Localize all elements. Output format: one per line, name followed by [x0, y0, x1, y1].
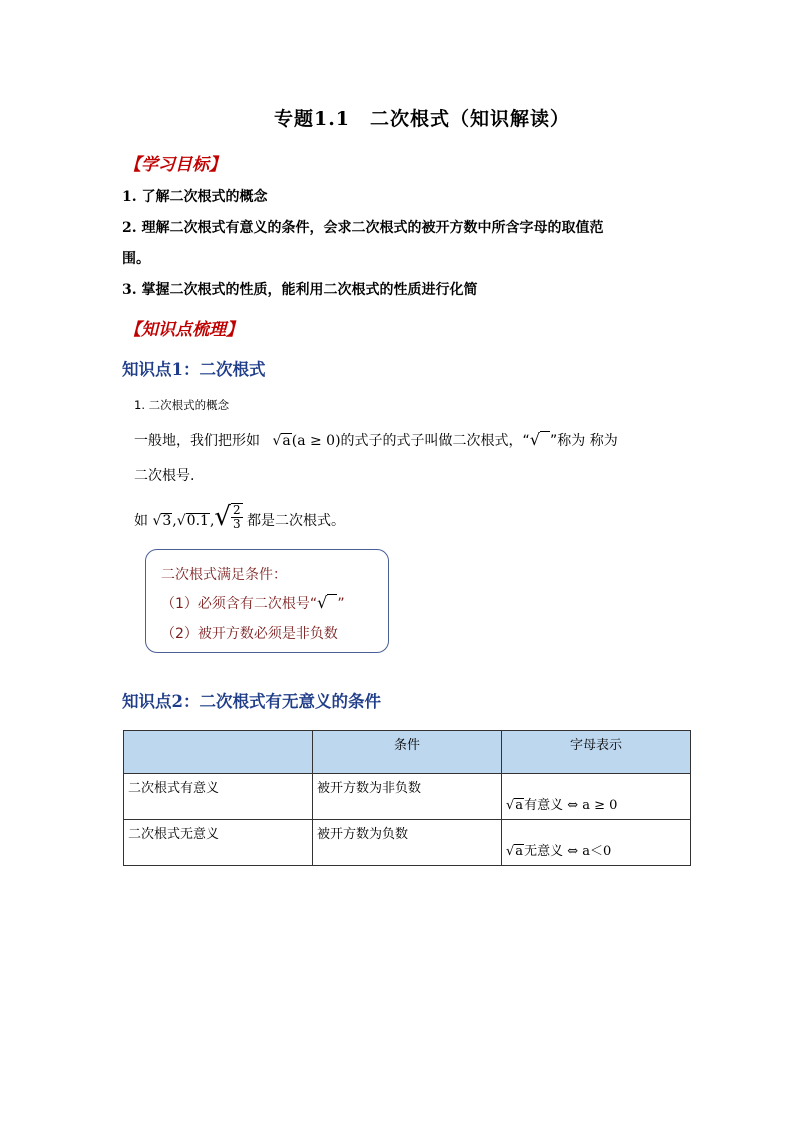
row-name: 二次根式有意义: [124, 774, 313, 820]
goal-item-1: 1. 了解二次根式的概念: [122, 189, 268, 205]
knowledge-points-tag: 【知识点梳理】: [124, 320, 243, 340]
sqrt-0-1: √0.1,: [176, 513, 215, 529]
examples-suffix: 都是二次根式。: [247, 513, 346, 529]
table-header-notation: 字母表示: [502, 731, 691, 774]
goal-item-2-continued: 围。: [122, 251, 150, 267]
knowledge-point-1-heading: 知识点1：二次根式: [122, 360, 266, 379]
sqrt-a: √a: [506, 798, 524, 813]
examples-prefix: 如: [134, 513, 148, 529]
row-expression: a＜0: [582, 844, 612, 859]
conditions-box-title: 二次根式满足条件：: [161, 567, 287, 583]
radical-sign-icon: √: [317, 593, 337, 612]
definition-line-2: 二次根号.: [134, 468, 195, 484]
row-condition: 被开方数为负数: [313, 820, 502, 866]
row-expression: a ≥ 0: [582, 798, 618, 813]
fraction-denominator: 3: [232, 517, 241, 531]
row-notation: [502, 820, 691, 866]
definition-text-a: 一般地，我们把形如: [134, 433, 260, 449]
table-header-empty: [124, 731, 313, 774]
table-header-row: [124, 731, 691, 774]
learning-goals-tag: 【学习目标】: [124, 155, 226, 175]
conditions-box: [145, 549, 389, 653]
page-title: 专题1.1 二次根式（知识解读）: [273, 108, 571, 130]
row-notation: [502, 774, 691, 820]
examples-line: [134, 502, 346, 546]
iff-arrow-icon: ⇔: [567, 844, 579, 859]
row-meaning: 有意义: [524, 798, 564, 813]
conditions-table: [123, 730, 691, 866]
definition-line-1: [134, 430, 618, 450]
sqrt-a: √a: [506, 844, 524, 859]
sqrt-a-radicand: a: [515, 798, 524, 813]
table-row: [124, 820, 691, 866]
row-meaning: 无意义: [524, 844, 564, 859]
goal-item-3: 3. 掌握二次根式的性质，能利用二次根式的性质进行化简: [122, 282, 478, 298]
condition-1: [161, 593, 345, 613]
table-row: [124, 774, 691, 820]
sqrt-a-expression: √a(a ≥ 0): [272, 433, 341, 449]
knowledge-point-2-heading: 知识点2：二次根式有无意义的条件: [122, 692, 381, 711]
fraction-numerator: 2: [232, 502, 241, 517]
definition-text-c: ”称为 称为: [550, 433, 618, 449]
sqrt-a-radicand: a: [515, 844, 524, 859]
row-condition: 被开方数为非负数: [313, 774, 502, 820]
sqrt-two-thirds: √ $\frac{2}{3}$: [214, 502, 241, 532]
goal-item-2: 2. 理解二次根式有意义的条件，会求二次根式的被开方数中所含字母的取值范: [122, 220, 604, 236]
iff-arrow-icon: ⇔: [567, 798, 579, 813]
sqrt-0-1-radicand: 0.1: [186, 513, 209, 529]
table-header-condition: 条件: [313, 731, 502, 774]
condition-1-text: （1）必须含有二次根号“: [161, 596, 318, 612]
definition-text-b: 的式子的式子叫做二次根式，“: [340, 433, 530, 449]
condition-1-close-quote: ”: [337, 596, 345, 612]
radicand-a: a: [282, 433, 291, 449]
condition-2: （2）被开方数必须是非负数: [161, 626, 338, 642]
sqrt-3: √3,: [152, 513, 177, 529]
nonnegative-condition: (a ≥ 0): [291, 433, 341, 449]
row-name: 二次根式无意义: [124, 820, 313, 866]
concept-subheading: 1. 二次根式的概念: [134, 398, 230, 412]
radical-sign-icon: √: [530, 430, 550, 449]
sqrt-3-radicand: 3: [162, 513, 172, 529]
